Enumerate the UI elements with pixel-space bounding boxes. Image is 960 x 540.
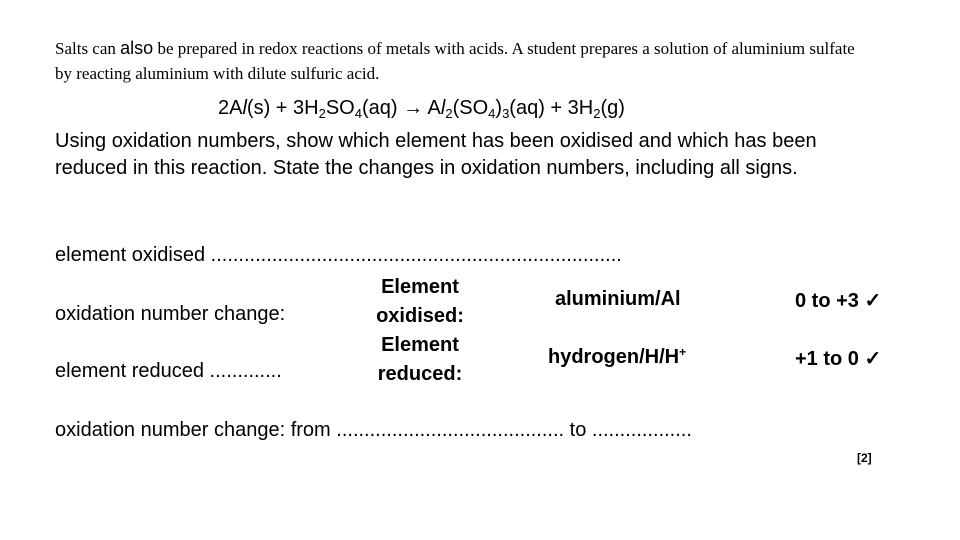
eq-sub-3: 3 [502, 106, 510, 121]
label-element-reduced: Element reduced: [377, 334, 463, 385]
answer-reduced-element [548, 346, 686, 369]
intro-text-2: be prepared in redox reactions of metals with acids. A student prepares a solution of aluminium sulfate by reacting aluminium with dilute sulfuric acid. [55, 39, 855, 83]
eq-italic-l-2: l [440, 97, 446, 119]
eq-part-1: (s) + 3H [246, 97, 319, 119]
chemical-equation [218, 97, 625, 120]
eq-reactant-1: 2A [218, 97, 243, 119]
eq-sub-2a: 2 [318, 106, 326, 121]
answer-reduced-element-sup: + [679, 345, 687, 359]
eq-sub-4b: 4 [488, 106, 496, 121]
eq-part-2: (aq) → A [361, 97, 441, 119]
eq-sub-2b: 2 [445, 106, 453, 121]
eq-part-4: (g) [600, 97, 625, 119]
intro-text-also: also [120, 38, 154, 58]
label-element-oxidised: Element oxidised: [376, 276, 464, 327]
answer-oxidised-element: aluminium/Al [555, 288, 681, 310]
answer-oxidised-change [795, 288, 881, 313]
eq-part-close: ) [495, 97, 503, 119]
oxidation-number-change-line: oxidation number change: [55, 303, 286, 325]
eq-part-3: (aq) + 3H [509, 97, 594, 119]
eq-part-so-open: (SO [452, 97, 489, 119]
answer-reduced-change [795, 346, 881, 371]
intro-paragraph [55, 36, 875, 86]
element-oxidised-line: element oxidised .......................................................................... [55, 244, 622, 266]
answer-reduced-element-text: hydrogen/H/H [548, 346, 680, 368]
tick-icon: ✓ [864, 290, 882, 312]
eq-part-so: SO [325, 97, 355, 119]
tick-icon: ✓ [864, 348, 882, 370]
answer-oxidised-change-text: 0 to +3 [795, 290, 859, 312]
answer-reduced-change-text: +1 to 0 [795, 348, 859, 370]
eq-sub-2c: 2 [593, 106, 601, 121]
element-reduced-line: element reduced ............. [55, 360, 282, 382]
oxidation-change-from-to-line: oxidation number change: from ......................................... to .................. [55, 419, 692, 441]
question-text: Using oxidation numbers, show which element has been oxidised and which has been reduced in this reaction. State the changes in oxidation numbers, including all signs. [55, 130, 817, 179]
intro-text-1: Salts can [55, 39, 121, 58]
marks-label: [2] [857, 451, 872, 465]
eq-sub-4a: 4 [354, 106, 362, 121]
eq-italic-l-1: l [242, 97, 247, 119]
